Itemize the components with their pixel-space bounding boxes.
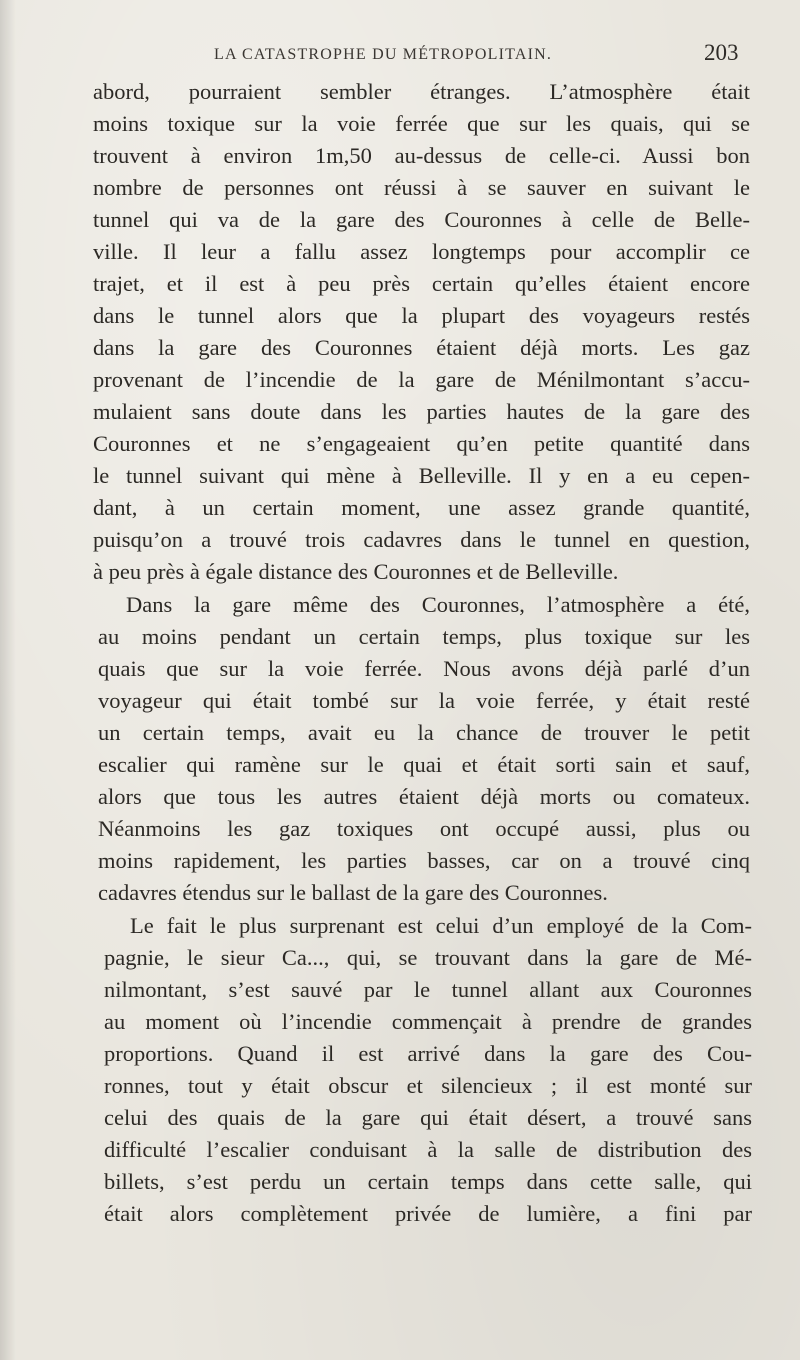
page-number: 203 (704, 40, 739, 65)
text-line: dans le tunnel alors que la plupart des voyageurs restés (93, 303, 750, 328)
text-line: moins toxique sur la voie ferrée que sur les quais, qui se (93, 111, 750, 136)
text-line: à peu près à égale distance des Couronnes et de Belleville. (93, 559, 619, 584)
text-line: celui des quais de la gare qui était désert, a trouvé sans (104, 1105, 752, 1130)
text-line: trouvent à environ 1m,50 au-dessus de celle-ci. Aussi bon (93, 143, 750, 168)
text-line: moins rapidement, les parties basses, car on a trouvé cinq (98, 848, 750, 873)
text-line: Dans la gare même des Couronnes, l’atmosphère a été, (126, 592, 750, 617)
text-line: mulaient sans doute dans les parties hautes de la gare des (93, 399, 750, 424)
text-line: puisqu’on a trouvé trois cadavres dans le tunnel en question, (93, 527, 750, 552)
text-line: trajet, et il est à peu près certain qu’elles étaient encore (93, 271, 750, 296)
text-line: escalier qui ramène sur le quai et était sorti sain et sauf, (98, 752, 750, 777)
text-line: tunnel qui va de la gare des Couronnes à celle de Belle- (93, 207, 750, 232)
text-line: pagnie, le sieur Ca..., qui, se trouvant dans la gare de Mé- (104, 945, 752, 970)
text-line: Néanmoins les gaz toxiques ont occupé aussi, plus ou (98, 816, 750, 841)
page-header (0, 40, 800, 68)
text-line: le tunnel suivant qui mène à Belleville. Il y en a eu cepen- (93, 463, 750, 488)
text-line: Le fait le plus surprenant est celui d’un employé de la Com- (130, 913, 752, 938)
text-line: cadavres étendus sur le ballast de la gare des Couronnes. (98, 880, 608, 905)
text-line: au moins pendant un certain temps, plus toxique sur les (98, 624, 750, 649)
text-line: difficulté l’escalier conduisant à la salle de distribution des (104, 1137, 752, 1162)
text-line: abord, pourraient sembler étranges. L’atmosphère était (93, 79, 750, 104)
text-line: provenant de l’incendie de la gare de Ménilmontant s’accu- (93, 367, 750, 392)
text-line: un certain temps, avait eu la chance de trouver le petit (98, 720, 750, 745)
text-line: au moment où l’incendie commençait à prendre de grandes (104, 1009, 752, 1034)
text-line: ronnes, tout y était obscur et silencieux ; il est monté sur (104, 1073, 752, 1098)
text-line: nilmontant, s’est sauvé par le tunnel allant aux Couronnes (104, 977, 752, 1002)
text-line: dant, à un certain moment, une assez grande quantité, (93, 495, 750, 520)
running-title: LA CATASTROPHE DU MÉTROPOLITAIN. (214, 46, 553, 63)
page-gutter-shadow (0, 0, 16, 1360)
text-line: ville. Il leur a fallu assez longtemps pour accomplir ce (93, 239, 750, 264)
text-line: Couronnes et ne s’engageaient qu’en petite quantité dans (93, 431, 750, 456)
text-line: était alors complètement privée de lumière, a fini par (104, 1201, 752, 1226)
text-line: alors que tous les autres étaient déjà morts ou comateux. (98, 784, 750, 809)
text-line: dans la gare des Couronnes étaient déjà morts. Les gaz (93, 335, 750, 360)
text-line: voyageur qui était tombé sur la voie ferrée, y était resté (98, 688, 750, 713)
text-line: nombre de personnes ont réussi à se sauver en suivant le (93, 175, 750, 200)
text-line: proportions. Quand il est arrivé dans la gare des Cou- (104, 1041, 752, 1066)
text-line: billets, s’est perdu un certain temps dans cette salle, qui (104, 1169, 752, 1194)
text-line: quais que sur la voie ferrée. Nous avons déjà parlé d’un (98, 656, 750, 681)
